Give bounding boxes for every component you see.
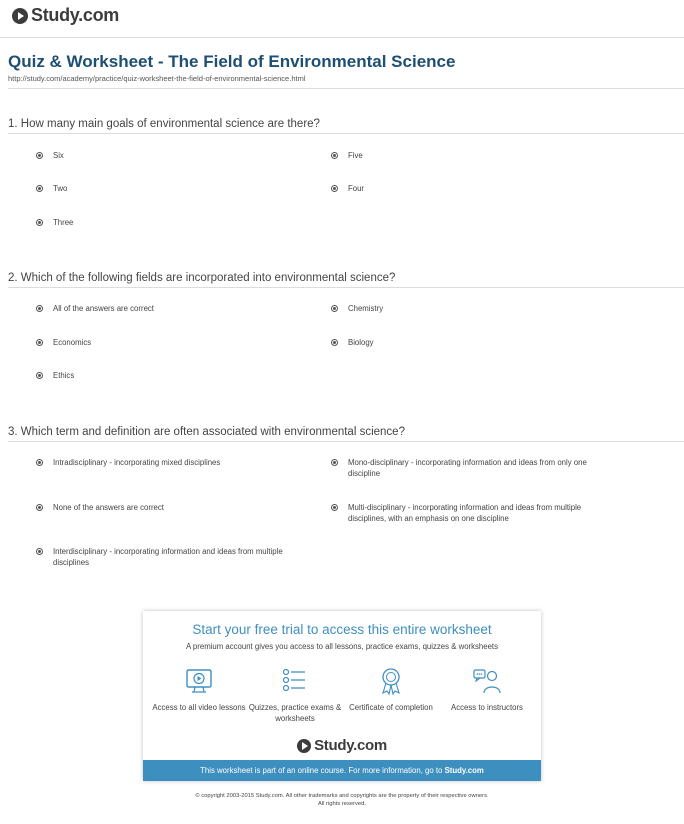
answer-option[interactable]: Interdisciplinary - incorporating information and ideas from multiple disciplines [53, 547, 283, 567]
logo-text: Study.com [314, 737, 387, 754]
answer-option[interactable]: Mono-disciplinary - incorporating information and ideas from only one discipline [348, 458, 587, 478]
answer-option[interactable]: Ethics [53, 371, 75, 380]
answer-option[interactable]: Two [53, 184, 68, 193]
question-3: 3. Which term and definition are often associated with environmental science? [8, 426, 405, 438]
copyright-notice [0, 792, 684, 808]
feature-quizzes [247, 666, 343, 724]
title-divider [8, 88, 684, 89]
free-trial-title: Start your free trial to access this entire worksheet [192, 622, 492, 637]
answer-option[interactable]: Five [348, 151, 363, 160]
radio-button[interactable] [331, 305, 338, 312]
free-trial-card [143, 611, 541, 781]
answer-option[interactable]: Three [53, 218, 74, 227]
answer-option[interactable]: Four [348, 184, 365, 193]
feature-label: Quizzes, practice exams & worksheets [248, 703, 342, 723]
certificate-icon [376, 666, 406, 696]
question-3-divider [8, 441, 684, 442]
page-url: http://study.com/academy/practice/quiz-worksheet-the-field-of-environmental-science.html [8, 74, 306, 83]
question-1: 1. How many main goals of environmental science are there? [8, 118, 320, 130]
study-logo[interactable] [12, 5, 119, 26]
answer-option[interactable]: None of the answers are correct [53, 503, 164, 512]
feature-label: Access to all video lessons [152, 703, 246, 712]
play-logo-icon [297, 739, 311, 753]
banner-text: This worksheet is part of an online course. For more information, go to [200, 766, 443, 775]
radio-button[interactable] [36, 504, 43, 511]
rights-line: All rights reserved. [317, 801, 366, 807]
instructor-icon [472, 666, 502, 696]
answer-option[interactable]: All of the answers are correct [53, 304, 154, 313]
question-1-divider [8, 133, 684, 134]
quiz-list-icon [280, 666, 310, 696]
free-trial-subtitle: A premium account gives you access to all lessons, practice exams, quizzes & worksheets [185, 642, 498, 651]
feature-video-lessons [151, 666, 247, 713]
copyright-line: © copyright 2003-2015 Study.com. All other trademarks and copyrights are the property of their respective owners. [195, 793, 489, 799]
radio-button[interactable] [36, 152, 43, 159]
radio-button[interactable] [36, 459, 43, 466]
feature-label: Access to instructors [451, 703, 523, 712]
radio-button[interactable] [36, 372, 43, 379]
banner-link[interactable]: Study.com [444, 766, 484, 775]
feature-certificate [343, 666, 439, 713]
radio-button[interactable] [36, 339, 43, 346]
answer-option[interactable]: Biology [348, 338, 374, 347]
radio-button[interactable] [36, 185, 43, 192]
radio-button[interactable] [331, 459, 338, 466]
radio-button[interactable] [36, 305, 43, 312]
header-divider [0, 37, 684, 38]
radio-button[interactable] [36, 548, 43, 555]
answer-option[interactable]: Economics [53, 338, 92, 347]
answer-option[interactable]: Six [53, 151, 64, 160]
play-logo-icon [12, 8, 28, 24]
radio-button[interactable] [331, 339, 338, 346]
radio-button[interactable] [36, 219, 43, 226]
course-info-banner [143, 760, 541, 781]
feature-instructors [439, 666, 535, 713]
logo-text: Study.com [31, 5, 119, 25]
radio-button[interactable] [331, 504, 338, 511]
card-study-logo[interactable] [143, 737, 541, 754]
radio-button[interactable] [331, 152, 338, 159]
answer-option[interactable]: Multi-disciplinary - incorporating information and ideas from multiple disciplines, with an emphasis on one discipline [348, 503, 582, 523]
radio-button[interactable] [331, 185, 338, 192]
question-2-divider [8, 287, 684, 288]
feature-label: Certificate of completion [349, 703, 433, 712]
page-title: Quiz & Worksheet - The Field of Environmental Science [8, 52, 456, 71]
video-lesson-icon [184, 666, 214, 696]
answer-option[interactable]: Chemistry [348, 304, 384, 313]
answer-option[interactable]: Intradisciplinary - incorporating mixed disciplines [53, 458, 221, 467]
question-2: 2. Which of the following fields are incorporated into environmental science? [8, 272, 396, 284]
